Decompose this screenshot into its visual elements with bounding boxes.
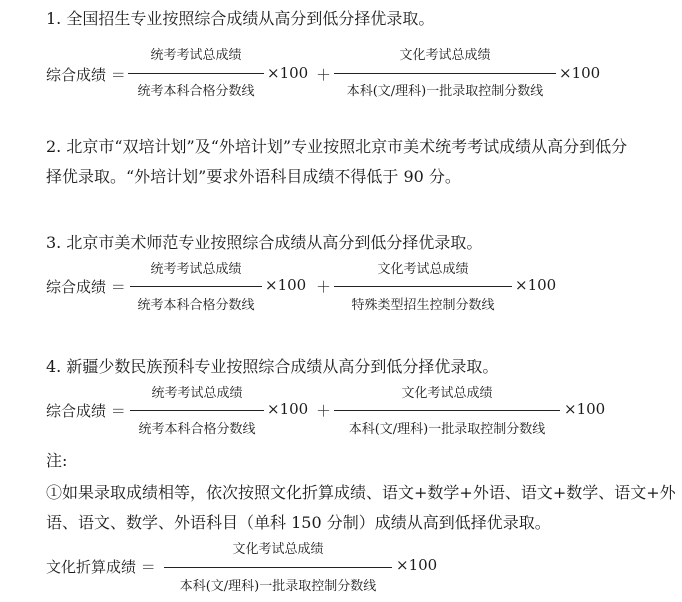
numerator: 文化考试总成绩	[232, 542, 324, 557]
item-3-text: 3. 北京市美术师范专业按照综合成绩从高分到低分择优录取。	[46, 233, 483, 252]
denominator: 本科(文/理科)一批录取控制分数线	[348, 422, 546, 437]
denominator: 特殊类型招生控制分数线	[351, 298, 495, 313]
item-2-text-line2: 择优录取。“外培计划”要求外语科目成绩不得低于 90 分。	[46, 167, 461, 186]
multiplier: ×100	[267, 400, 309, 418]
plus-sign: ＋	[316, 66, 332, 84]
multiplier: ×100	[267, 64, 309, 82]
denominator: 统考本科合格分数线	[138, 422, 256, 437]
numerator: 文化考试总成绩	[377, 262, 469, 277]
fraction-bar	[130, 286, 262, 287]
item-4-text: 4. 新疆少数民族预科专业按照综合成绩从高分到低分择优录取。	[46, 357, 499, 376]
multiplier: ×100	[515, 276, 557, 294]
multiplier: ×100	[559, 64, 601, 82]
fraction-bar	[334, 286, 512, 287]
numerator: 统考考试总成绩	[150, 262, 242, 277]
formula-label: 综合成绩 ＝	[46, 66, 126, 84]
numerator: 统考考试总成绩	[150, 48, 242, 63]
numerator: 文化考试总成绩	[399, 48, 491, 63]
multiplier: ×100	[564, 400, 606, 418]
fraction-bar	[334, 410, 560, 411]
plus-sign: ＋	[316, 402, 332, 420]
denominator: 本科(文/理科)一批录取控制分数线	[346, 84, 544, 99]
denominator: 本科(文/理科)一批录取控制分数线	[179, 579, 377, 594]
plus-sign: ＋	[316, 278, 332, 296]
note-label: 注:	[46, 451, 68, 470]
item-2-text-line1: 2. 北京市“双培计划”及“外培计划”专业按照北京市美术统考考试成绩从高分到低分	[46, 137, 628, 156]
item-1-text: 1. 全国招生专业按照综合成绩从高分到低分择优录取。	[46, 9, 435, 28]
note-1-text-line1: ①如果录取成绩相等，依次按照文化折算成绩、语文+数学+外语、语文+数学、语文+外	[46, 483, 676, 502]
formula-label: 综合成绩 ＝	[46, 278, 126, 296]
fraction-bar	[130, 410, 264, 411]
fraction-bar	[128, 73, 264, 74]
numerator: 文化考试总成绩	[401, 386, 493, 401]
fraction-bar	[164, 567, 392, 568]
multiplier: ×100	[396, 556, 438, 574]
denominator: 统考本科合格分数线	[137, 298, 255, 313]
formula-label: 文化折算成绩 ＝	[46, 558, 156, 576]
numerator: 统考考试总成绩	[151, 386, 243, 401]
fraction-bar	[334, 73, 556, 74]
formula-label: 综合成绩 ＝	[46, 402, 126, 420]
denominator: 统考本科合格分数线	[137, 84, 255, 99]
multiplier: ×100	[265, 276, 307, 294]
note-1-text-line2: 语、语文、数学、外语科目（单科 150 分制）成绩从高到低择优录取。	[46, 513, 551, 532]
